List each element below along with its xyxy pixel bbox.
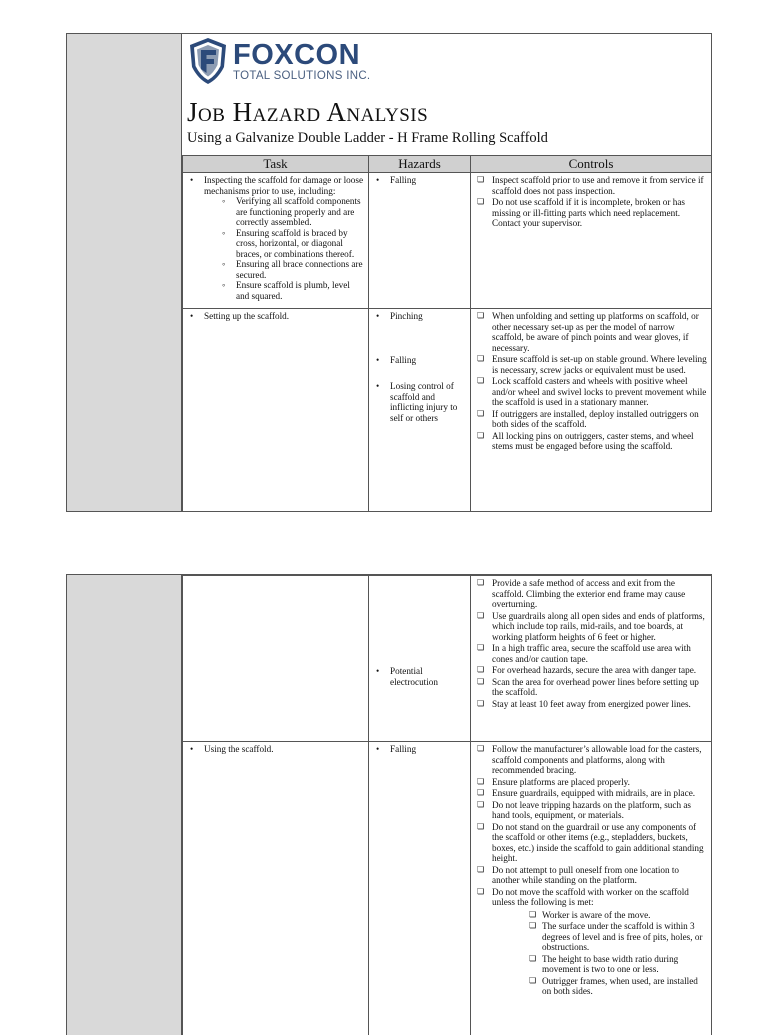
hazard-item: • Losing control of scaffold and inflicting injury to self or others [372,381,467,423]
shield-logo-icon [188,37,228,85]
hazard-cell [369,173,471,309]
controls-cell [471,576,712,742]
control-item: ❏ For overhead hazards, secure the area with danger tape. [474,665,708,676]
company-logo [188,37,428,87]
table-row [183,576,712,742]
control-item: ❏ In a high traffic area, secure the scaffold use area with cones and/or caution tape. [474,643,708,664]
page-sidebar [67,34,182,511]
table-row [183,309,712,512]
hazard-item: • Falling [372,744,467,755]
control-item: ❏ Do not attempt to pull oneself from one location to another while standing on the platform. [474,865,708,886]
page-content [182,34,711,511]
subtask-item: ◦ Ensuring all brace connections are secured. [204,259,365,280]
task-cell [183,576,369,742]
hazard-table-page-2 [182,575,712,1035]
hazard-item: • Falling [372,175,467,186]
table-row [183,742,712,1035]
control-item: ❏ Stay at least 10 feet away from energized power lines. [474,699,708,710]
control-item: ❏ Follow the manufacturer’s allowable load for the casters, scaffold components and platforms, along with recommended bracing. [474,744,708,776]
subcontrol-item: ❏ Worker is aware of the move. [526,910,708,921]
hazard-item: • Potential electrocution [372,666,467,687]
task-item: • Using the scaffold. [186,744,365,755]
hazard-cell [369,576,471,742]
subtask-item: ◦ Verifying all scaffold components are functioning properly and are correctly assembled. [204,196,365,228]
controls-cell [471,742,712,1035]
page-content [182,575,711,1035]
document-title: Job Hazard Analysis [187,96,428,128]
task-cell [183,173,369,309]
control-item: ❏ Lock scaffold casters and wheels with positive wheel and/or wheel and swivel locks to prevent movement while the scaffold is used in a stationary manner. [474,376,708,408]
subtask-item: ◦ Ensuring scaffold is braced by cross, horizontal, or diagonal braces, or combinations thereof. [204,228,365,260]
control-item: ❏ Inspect scaffold prior to use and remove it from service if scaffold does not pass inspection. [474,175,708,196]
hazards-header: Hazards [369,156,471,173]
control-item: ❏ Ensure guardrails, equipped with midrails, are in place. [474,788,708,799]
control-item: ❏ All locking pins on outriggers, caster stems, and wheel stems must be engaged before using the scaffold. [474,431,708,452]
task-item: • Inspecting the scaffold for damage or loose mechanisms prior to use, including: ◦ Verifying all scaffold components are functioning properly and are correctly assembled. ◦ Ensuring scaffold is braced by cross, horizontal, or diagonal braces, or combinations thereof. ◦ Ensuring all brace connections are secured. ◦ Ensure scaffold is plumb, level and squared. [186,175,365,301]
control-item: ❏ Ensure scaffold is set-up on stable ground. Where leveling is necessary, screw jacks or equivalent must be used. [474,354,708,375]
control-item: ❏ Do not move the scaffold with worker on the scaffold unless the following is met: ❏ Worker is aware of the move. ❏ The surface under the scaffold is within 3 degrees of level and is free of pits, holes, or obstructions. ❏ The height to base width ratio during movement is two to one or less. ❏ Outrigger frames, when used, are installed on both sides. [474,887,708,997]
logo-subtitle: TOTAL SOLUTIONS INC. [233,70,370,83]
document-page-2 [66,574,712,1035]
control-item: ❏ Provide a safe method of access and exit from the scaffold. Climbing the exterior end frame may cause overturning. [474,578,708,610]
hazard-table-page-1 [182,155,712,512]
control-item: ❏ Do not stand on the guardrail or use any components of the scaffold or other items (e.g., stepladders, buckets, boxes, etc.) inside the scaffold to gain additional standing height. [474,822,708,864]
subtask-item: ◦ Ensure scaffold is plumb, level and squared. [204,280,365,301]
controls-cell [471,173,712,309]
task-header: Task [183,156,369,173]
control-item: ❏ Use guardrails along all open sides and ends of platforms, which include top rails, mid-rails, and toe boards, at working platform heights of 6 feet or higher. [474,611,708,643]
subcontrol-item: ❏ The height to base width ratio during movement is two to one or less. [526,954,708,975]
document-subtitle: Using a Galvanize Double Ladder - H Frame Rolling Scaffold [187,130,548,147]
control-item: ❏ If outriggers are installed, deploy installed outriggers on both sides of the scaffold. [474,409,708,430]
control-item: ❏ When unfolding and setting up platforms on scaffold, or other necessary set-up as per the model of narrow scaffold, be aware of pinch points and wear gloves, if necessary. [474,311,708,353]
table-row [183,173,712,309]
control-item: ❏ Do not use scaffold if it is incomplete, broken or has missing or ill-fitting parts which need replacement. Contact your supervisor. [474,197,708,229]
hazard-cell [369,309,471,512]
subcontrol-item: ❏ The surface under the scaffold is within 3 degrees of level and is free of pits, holes, or obstructions. [526,921,708,953]
control-item: ❏ Do not leave tripping hazards on the platform, such as hand tools, equipment, or materials. [474,800,708,821]
control-item: ❏ Scan the area for overhead power lines before setting up the scaffold. [474,677,708,698]
task-item: • Setting up the scaffold. [186,311,365,322]
hazard-item: • Falling [372,355,467,366]
table-header-row [183,156,712,173]
logo-name: FOXCON [233,40,370,70]
controls-cell [471,309,712,512]
task-cell [183,309,369,512]
control-item: ❏ Ensure platforms are placed properly. [474,777,708,788]
page-sidebar [67,575,182,1035]
task-cell [183,742,369,1035]
hazard-cell [369,742,471,1035]
subcontrol-item: ❏ Outrigger frames, when used, are installed on both sides. [526,976,708,997]
document-page-1 [66,33,712,512]
controls-header: Controls [471,156,712,173]
hazard-item: • Pinching [372,311,467,322]
